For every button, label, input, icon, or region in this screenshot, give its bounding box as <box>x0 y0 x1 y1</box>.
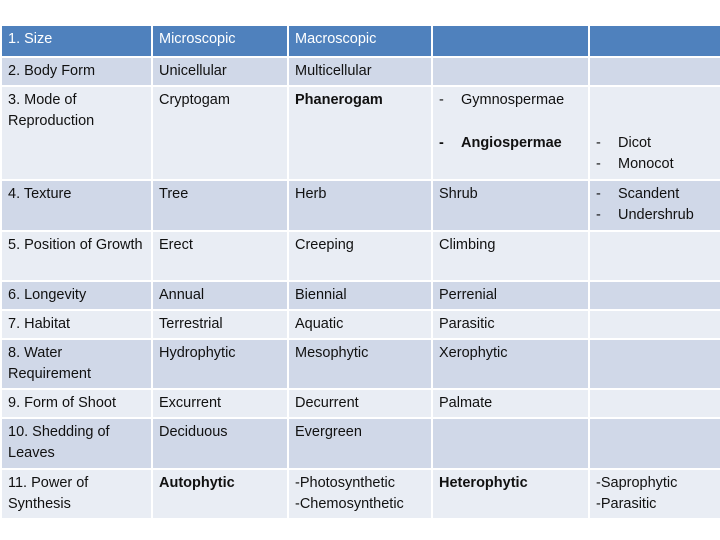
subcategory-item: - Gymnospermae <box>439 92 565 108</box>
value-cell <box>589 339 720 389</box>
subcategory-item: -Parasitic <box>596 496 657 512</box>
criterion-cell: 6. Longevity <box>1 281 152 310</box>
value-cell <box>589 281 720 310</box>
value-cell: Autophytic <box>152 469 288 519</box>
table-row <box>1 339 720 389</box>
value-cell: Microscopic <box>152 25 288 57</box>
value-cell: Macroscopic <box>288 25 432 57</box>
value-cell: Mesophytic <box>288 339 432 389</box>
value-cell: Heterophytic <box>432 469 589 519</box>
subcategory-item: - Dicot <box>596 135 652 151</box>
value-cell <box>589 418 720 469</box>
value-cell: Annual <box>152 281 288 310</box>
value-cell: Cryptogam <box>152 86 288 180</box>
value-cell <box>589 389 720 418</box>
table-row <box>1 418 720 469</box>
value-cell: Unicellular <box>152 57 288 86</box>
value-cell <box>589 310 720 339</box>
criterion-cell: 10. Shedding of Leaves <box>1 418 152 469</box>
table-row <box>1 180 720 231</box>
value-cell: Shrub <box>432 180 589 231</box>
value-cell: Deciduous <box>152 418 288 469</box>
subcategory-item: -Photosynthetic <box>295 475 395 491</box>
subcategory-item: - Angiospermae <box>439 135 562 151</box>
criterion-cell: 3. Mode of Reproduction <box>1 86 152 180</box>
value-cell: Excurrent <box>152 389 288 418</box>
value-cell <box>589 231 720 281</box>
subcategory-item: -Saprophytic <box>596 475 678 491</box>
table-row <box>1 469 720 519</box>
value-cell: Xerophytic <box>432 339 589 389</box>
value-cell: Aquatic <box>288 310 432 339</box>
subcategory-item: - Monocot <box>596 156 674 172</box>
value-cell: Multicellular <box>288 57 432 86</box>
criterion-cell: 4. Texture <box>1 180 152 231</box>
value-cell: Perrenial <box>432 281 589 310</box>
table-header-row <box>1 25 720 57</box>
value-cell <box>432 86 589 180</box>
table-row <box>1 389 720 418</box>
value-cell <box>589 86 720 180</box>
value-cell <box>589 57 720 86</box>
classification-table <box>0 24 720 520</box>
value-cell <box>589 180 720 231</box>
criterion-cell: 8. Water Requirement <box>1 339 152 389</box>
table-row <box>1 86 720 180</box>
criterion-cell: 2. Body Form <box>1 57 152 86</box>
value-cell: Creeping <box>288 231 432 281</box>
value-cell: Biennial <box>288 281 432 310</box>
value-cell <box>589 25 720 57</box>
subcategory-item: - Scandent <box>596 186 680 202</box>
subcategory-item: -Chemosynthetic <box>295 496 404 512</box>
value-cell: Decurrent <box>288 389 432 418</box>
value-cell: Evergreen <box>288 418 432 469</box>
value-cell <box>288 469 432 519</box>
value-cell: Parasitic <box>432 310 589 339</box>
value-cell: Palmate <box>432 389 589 418</box>
value-cell: Phanerogam <box>288 86 432 180</box>
value-cell <box>432 25 589 57</box>
value-cell: Herb <box>288 180 432 231</box>
value-cell: Terrestrial <box>152 310 288 339</box>
value-cell <box>589 469 720 519</box>
criterion-cell: 9. Form of Shoot <box>1 389 152 418</box>
table-row <box>1 231 720 281</box>
table-row <box>1 57 720 86</box>
criterion-cell: 11. Power of Synthesis <box>1 469 152 519</box>
table-row <box>1 310 720 339</box>
value-cell <box>432 418 589 469</box>
value-cell: Tree <box>152 180 288 231</box>
subcategory-item: - Undershrub <box>596 207 694 223</box>
value-cell: Climbing <box>432 231 589 281</box>
criterion-cell: 7. Habitat <box>1 310 152 339</box>
criterion-cell: 5. Position of Growth <box>1 231 152 281</box>
criterion-cell: 1. Size <box>1 25 152 57</box>
value-cell <box>432 57 589 86</box>
table-row <box>1 281 720 310</box>
value-cell: Hydrophytic <box>152 339 288 389</box>
value-cell: Erect <box>152 231 288 281</box>
